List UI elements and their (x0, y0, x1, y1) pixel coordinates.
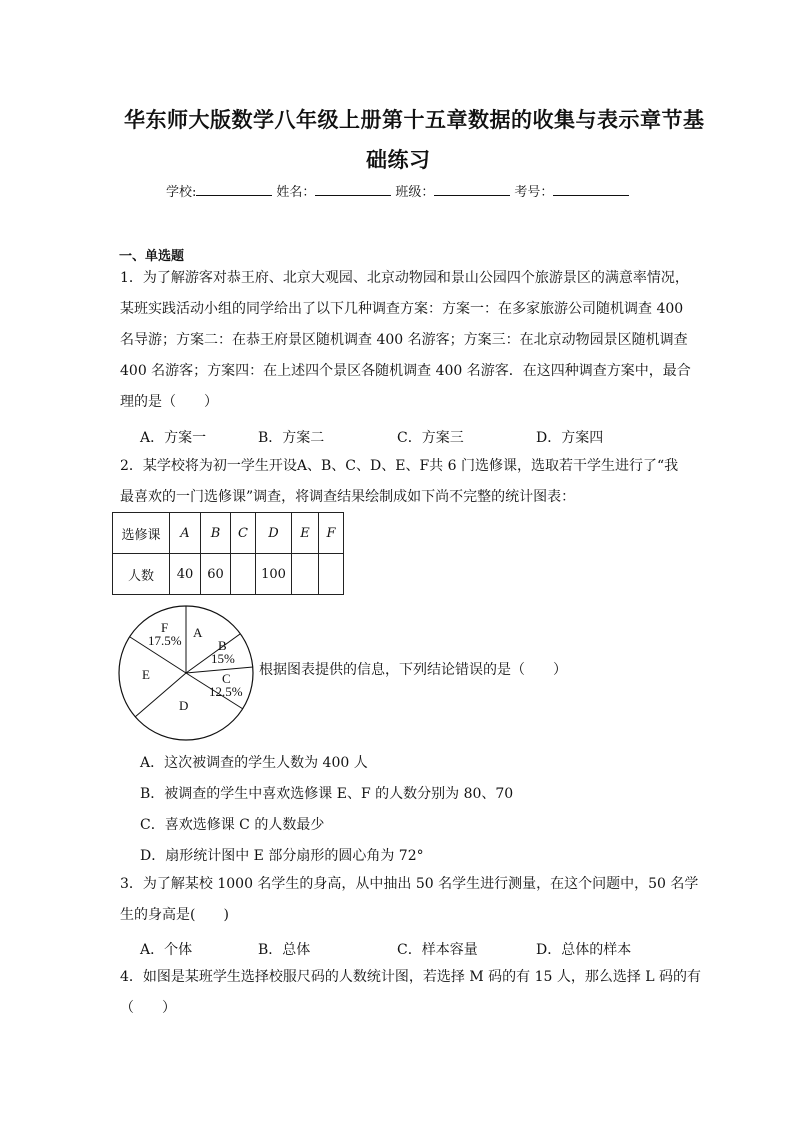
q2-option-b[interactable]: B．被调查的学生中喜欢选修课 E、F 的人数分别为 80、70 (140, 786, 514, 802)
pie-label-b: B (218, 638, 227, 653)
elective-pie-chart (116, 603, 256, 743)
q1-option-d[interactable]: D．方案四 (536, 430, 604, 446)
name-label: 姓名： (276, 185, 316, 200)
table-cell: 40 (170, 554, 201, 595)
table-cell: 100 (256, 554, 292, 595)
table-cell (231, 554, 256, 595)
q3-option-d[interactable]: D．总体的样本 (536, 942, 632, 958)
table-header-row (113, 513, 344, 554)
q2-prompt: 根据图表提供的信息，下列结论错误的是（ ） (259, 662, 567, 678)
table-cell: E (292, 513, 319, 554)
q4-line-2: （ ） (120, 1000, 176, 1016)
table-cell (319, 554, 344, 595)
q2-option-d[interactable]: D．扇形统计图中 E 部分扇形的圆心角为 72° (140, 848, 424, 864)
pie-pct-f: 17.5% (148, 633, 182, 648)
q3-line-1: 3．为了解某校 1000 名学生的身高，从中抽出 50 名学生进行测量，在这个问题中，50 名学 (120, 876, 699, 892)
class-label: 班级： (395, 185, 435, 200)
q4-line-1: 4．如图是某班学生选择校服尺码的人数统计图，若选择 M 码的有 15 人，那么选择 L 码的有 (120, 969, 702, 985)
table-cell: 选修课 (113, 513, 170, 554)
exam-no-field[interactable] (553, 183, 629, 196)
name-field[interactable] (315, 183, 391, 196)
pie-label-c: C (222, 671, 231, 686)
q3-option-b[interactable]: B．总体 (258, 942, 311, 958)
table-cell: 60 (201, 554, 231, 595)
pie-pct-b: 15% (211, 651, 235, 666)
q2-option-a[interactable]: A．这次被调查的学生人数为 400 人 (140, 755, 368, 771)
page-title-line2: 础练习 (366, 148, 431, 172)
exam-no-label: 考号： (514, 185, 554, 200)
q2-option-c[interactable]: C．喜欢选修课 C 的人数最少 (140, 817, 325, 833)
school-label: 学校: (166, 185, 197, 200)
q1-line-5: 理的是（ ） (120, 394, 218, 410)
q1-option-c[interactable]: C．方案三 (397, 430, 464, 446)
table-cell: A (170, 513, 201, 554)
table-cell: C (231, 513, 256, 554)
q1-option-b[interactable]: B．方案二 (258, 430, 325, 446)
q3-line-2: 生的身高是( ) (120, 907, 229, 923)
q1-option-a[interactable]: A．方案一 (140, 430, 207, 446)
q2-line-1: 2．某学校将为初一学生开设A、B、C、D、E、F共 6 门选修课，选取若干学生进行了“我 (120, 458, 679, 474)
table-cell: 人数 (113, 554, 170, 595)
pie-label-f: F (161, 620, 169, 635)
q1-line-1: 1．为了解游客对恭王府、北京大观园、北京动物园和景山公园四个旅游景区的满意率情况， (120, 270, 689, 286)
q2-line-2: 最喜欢的一门选修课”调查，将调查结果绘制成如下尚不完整的统计图表： (120, 489, 576, 505)
table-cell: D (256, 513, 292, 554)
pie-pct-c: 12.5% (209, 684, 243, 699)
pie-label-a: A (193, 625, 203, 640)
table-cell: B (201, 513, 231, 554)
student-info-row (166, 181, 633, 200)
school-field[interactable] (196, 183, 272, 196)
elective-table (112, 512, 344, 595)
q1-line-4: 400 名游客；方案四：在上述四个景区各随机调查 400 名游客．在这四种调查方案中，最合 (120, 363, 691, 379)
pie-label-e: E (142, 667, 150, 682)
class-field[interactable] (434, 183, 510, 196)
q3-option-c[interactable]: C．样本容量 (397, 942, 478, 958)
q3-option-a[interactable]: A．个体 (140, 942, 193, 958)
table-cell: F (319, 513, 344, 554)
q1-line-3: 名导游；方案二：在恭王府景区随机调查 400 名游客；方案三：在北京动物园景区随机调查 (120, 332, 688, 348)
pie-label-d: D (179, 698, 189, 713)
pie-divider (186, 667, 253, 673)
page-title-line1: 华东师大版数学八年级上册第十五章数据的收集与表示章节基 (124, 108, 705, 132)
q1-line-2: 某班实践活动小组的同学给出了以下几种调查方案：方案一：在多家旅游公司随机调查 400 (120, 301, 684, 317)
table-cell (292, 554, 319, 595)
table-row (113, 554, 344, 595)
section-title: 一、单选题 (119, 249, 185, 264)
